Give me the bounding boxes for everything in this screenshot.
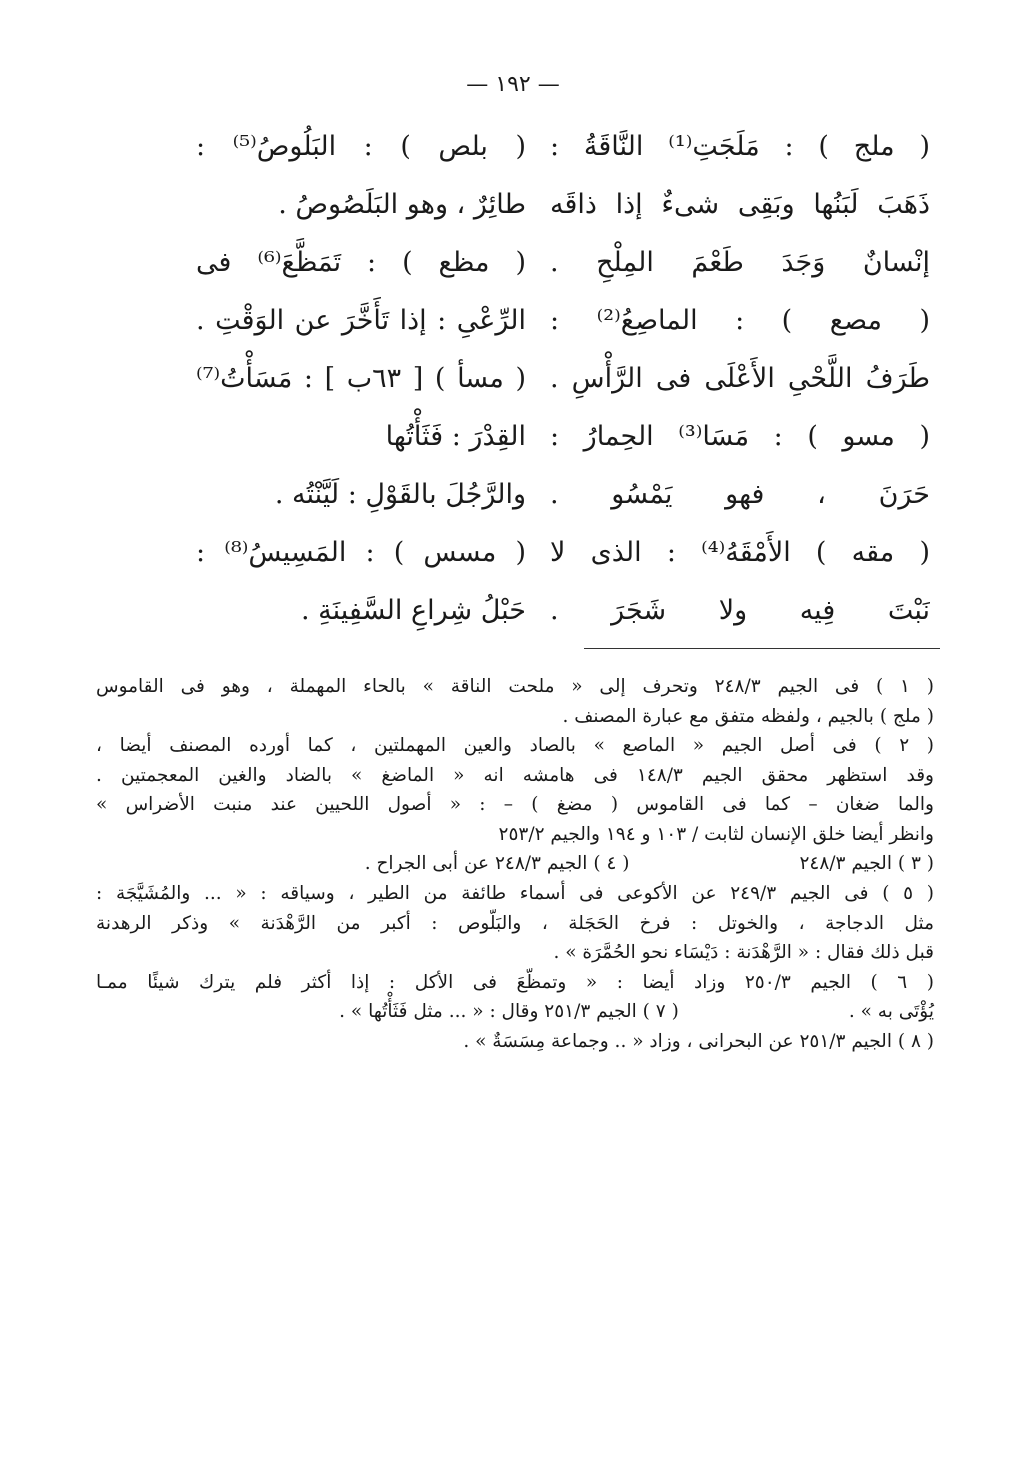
footnote-4: ( ٤ ) الجيم ٢٤٨/٣ عن أبى الجراح . [364,853,630,874]
text-line: القِدْرَ : فَثَأْتُها [385,421,526,452]
text-line: ( مظع ) : تَمَظَّعَ⁽⁶⁾ فى [196,247,526,278]
text-line: والرَّجُلَ بالقَوْلِ : لَيَّنْتُه . [274,479,526,510]
text-line: حَرَنَ ، فهو يَمْسُو . [550,479,930,510]
left-column [196,118,526,640]
footnote-line: ( ٦ ) الجيم ٢٥٠/٣ وزاد أيضا : « وتمظّعَ فى الأكل : إذا أكثر فلم يترك شيئًا ممـا [96,971,934,993]
text-line: الرِّعْىِ : إذا تَأَخَّرَ عن الوَقْتِ . [196,305,526,336]
footnote-8: ( ٨ ) الجيم ٢٥١/٣ عن البحرانى ، وزاد « .. وجماعة مِسَسَةٌ » . [463,1031,934,1052]
footnotes [96,672,934,1057]
footnote-line: مثل الدجاجة ، والخوتل : فرخ الحَجَلة ، والبَلُّوص : أكبر من الرَّهْدَنة » وذكر الرهدنة [96,912,934,934]
text-line: نَبْتَ فِيه ولا شَجَرَ . [550,595,930,626]
text-line: طائِرٌ ، وهو البَلَصُوصُ . [278,189,526,220]
footnote-line: ( ملج ) بالجيم ، ولفظه متفق مع عبارة المصنف . [562,705,934,727]
footnote-line: ( ١ ) فى الجيم ٢٤٨/٣ وتحرف إلى « ملحت الناقة » بالحاء المهملة ، وهو فى القاموس [96,676,934,697]
right-column [550,118,930,640]
footnote-line: قبل ذلك فقال : « الرَّهْدَنة : دَيْسَاء نحو الحُمَّرَة » . [553,942,934,963]
text-line: إنْسانٌ وَجَدَ طَعْمَ المِلْحِ . [550,247,930,278]
footnote-pair [96,849,934,879]
page-number: — ١٩٢ — [466,72,560,97]
footnote-pair [96,997,934,1027]
footnote-line: ( ٢ ) فى أصل الجيم « الماصع » بالصاد والعين المهملتين ، كما أورده المصنف أيضا ، [96,735,934,756]
text-line: ذَهَبَ لَبَنُها وبَقِى شىءٌ إذا ذاقَه [550,189,930,220]
footnote-line: والما ضغان – كما فى القاموس ( مضغ ) – : « أصول اللحيين عند منبت الأضراس » [96,794,934,815]
text-line: ( ملج ) : مَلَجَتِ⁽¹⁾ النَّاقَةُ : [550,131,930,162]
footnote-divider [584,648,940,649]
footnote-3: ( ٣ ) الجيم ٢٤٨/٣ [799,853,934,874]
text-line: ( مسو ) : مَسَا⁽³⁾ الحِمارُ : [550,421,930,452]
text-line: ( مسس ) : المَسِيسُ⁽⁸⁾ : [196,537,526,568]
text-line: ( مصع ) : الماصِعُ⁽²⁾ : [550,305,930,336]
footnote-6-end: يُؤْتَى به » . [848,1001,934,1022]
footnote-line: وانظر أيضا خلق الإنسان لثابت / ١٠٣ و ١٩٤ والجيم ٢٥٣/٢ [498,823,934,845]
footnote-line: وقد استظهر محقق الجيم ١٤٨/٣ فى هامشه انه « الماضغ » بالضاد والغين المعجمتين . [96,764,934,786]
text-line: طَرَفُ اللَّحْىِ الأَعْلَى فى الرَّأْسِ . [550,363,930,394]
text-line: حَبْلُ شِراعِ السَّفِينَةِ . [301,595,526,626]
text-line: ( مقه ) الأَمْقَهُ⁽⁴⁾ : الذى لا [550,537,930,568]
footnote-line: ( ٥ ) فى الجيم ٢٤٩/٣ عن الأكوعى فى أسماء طائفة من الطير ، وسياقه : « ... والمُشَيَّجَة : [96,883,934,904]
footnote-7: ( ٧ ) الجيم ٢٥١/٣ وقال : « ... مثل فَثَأْتُها » . [339,1001,679,1022]
text-line: ( مسأ ) [ ٦٣ب ] : مَسَأْتُ⁽⁷⁾ [196,363,526,394]
text-line: ( بلص ) : البَلُوصُ⁽⁵⁾ : [196,131,526,162]
